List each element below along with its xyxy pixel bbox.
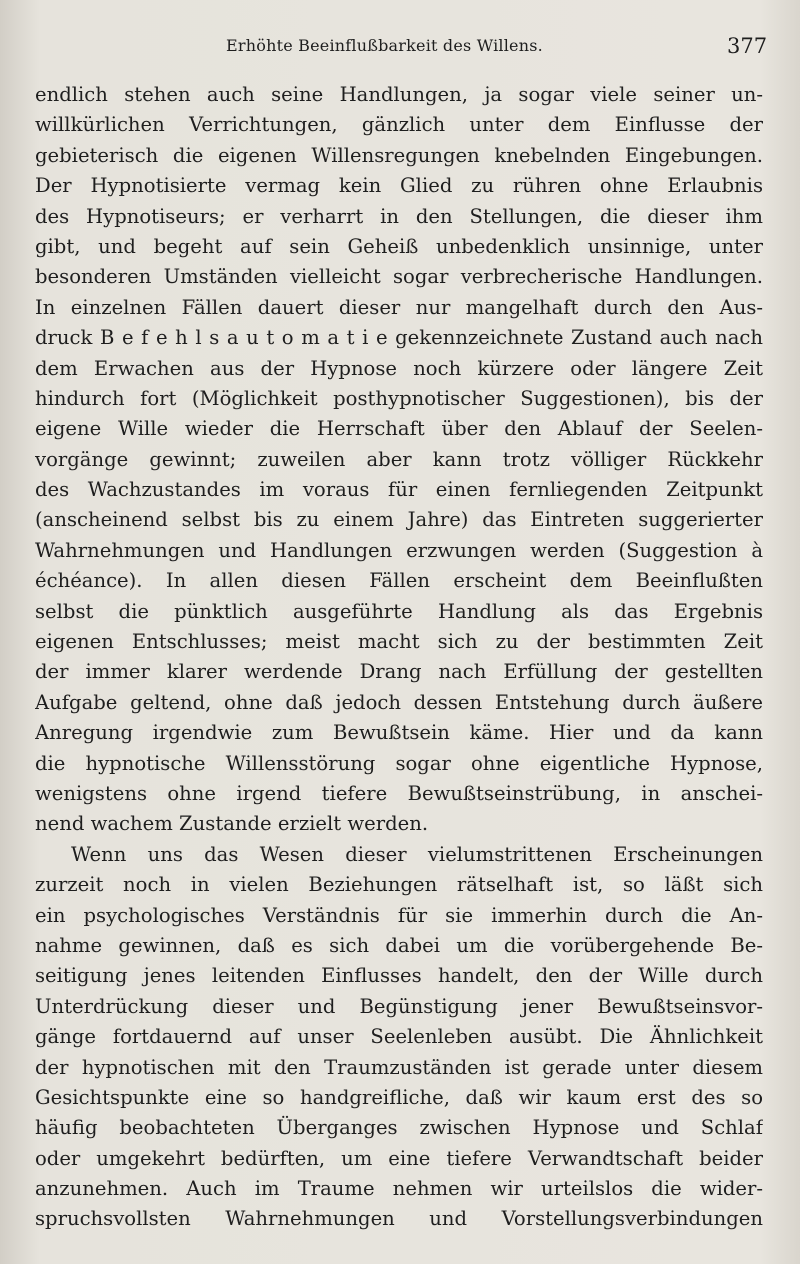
text-line: wenigstens ohne irgend tiefere Bewußtseinstrübung, in anschei- xyxy=(35,781,763,805)
text-line: oder umgekehrt bedürften, um eine tiefere Verwandtschaft beider xyxy=(35,1146,763,1170)
paragraph xyxy=(35,80,763,840)
text-line: Gesichtspunkte eine so handgreifliche, daß wir kaum erst des so xyxy=(35,1085,763,1109)
text-line: Aufgabe geltend, ohne daß jedoch dessen Entstehung durch äußere xyxy=(35,690,763,714)
text-line: nend wachem Zustande erzielt werden. xyxy=(35,812,429,836)
text-line: spruchsvollsten Wahrnehmungen und Vorstellungsverbindungen xyxy=(35,1207,763,1231)
text-line: (anscheinend selbst bis zu einem Jahre) das Eintreten suggerierter xyxy=(35,508,763,532)
text-line: Unterdrückung dieser und Begünstigung jener Bewußtseinsvor- xyxy=(35,994,763,1018)
text-line: dem Erwachen aus der Hypnose noch kürzere oder längere Zeit xyxy=(35,356,763,380)
text-line: des Wachzustandes im voraus für einen fernliegenden Zeitpunkt xyxy=(35,478,763,502)
text-line: ein psychologisches Verständnis für sie immerhin durch die An- xyxy=(35,903,763,927)
page-number: 377 xyxy=(727,34,768,58)
running-head-title: Erhöhte Beeinflußbarkeit des Willens. xyxy=(226,36,543,55)
text-line: Anregung irgendwie zum Bewußtsein käme. Hier und da kann xyxy=(35,721,763,745)
text-line: der immer klarer werdende Drang nach Erfüllung der gestellten xyxy=(35,660,763,684)
text-line: willkürlichen Verrichtungen, gänzlich unter dem Einflusse der xyxy=(35,113,763,137)
text-line: besonderen Umständen vielleicht sogar verbrecherische Handlungen. xyxy=(35,265,763,289)
text-line: échéance). In allen diesen Fällen erscheint dem Beeinflußten xyxy=(35,569,763,593)
text-line: eigene Wille wieder die Herrschaft über den Ablauf der Seelen- xyxy=(35,417,763,441)
text-line: hindurch fort (Möglichkeit posthypnotischer Suggestionen), bis der xyxy=(35,386,763,410)
text-line: endlich stehen auch seine Handlungen, ja sogar viele seiner un- xyxy=(35,83,763,106)
text-line: In einzelnen Fällen dauert dieser nur mangelhaft durch den Aus- xyxy=(35,295,763,319)
text-line: gebieterisch die eigenen Willensregungen knebelnden Eingebungen. xyxy=(35,143,763,167)
body-text xyxy=(35,80,763,1235)
text-line: gibt, und begeht auf sein Geheiß unbedenklich unsinnige, unter xyxy=(35,234,763,258)
text-line: häufig beobachteten Überganges zwischen Hypnose und Schlaf xyxy=(35,1116,763,1140)
text-line: eigenen Entschlusses; meist macht sich zu der bestimmten Zeit xyxy=(35,630,763,654)
text-line: seitigung jenes leitenden Einflusses handelt, den der Wille durch xyxy=(35,964,763,988)
text-line: Wahrnehmungen und Handlungen erzwungen werden (Suggestion à xyxy=(35,538,763,562)
text-line: der hypnotischen mit den Traumzuständen ist gerade unter diesem xyxy=(35,1055,763,1079)
running-head xyxy=(0,36,800,60)
text-line: die hypnotische Willensstörung sogar ohne eigentliche Hypnose, xyxy=(35,751,763,775)
text-line: Wenn uns das Wesen dieser vielumstrittenen Erscheinungen xyxy=(71,842,763,866)
text-line: druck B e f e h l s a u t o m a t i e gekennzeichnete Zustand auch nach xyxy=(35,326,763,350)
text-line: selbst die pünktlich ausgeführte Handlung als das Ergebnis xyxy=(35,599,763,623)
text-line: des Hypnotiseurs; er verharrt in den Stellungen, die dieser ihm xyxy=(35,204,763,228)
text-line: Der Hypnotisierte vermag kein Glied zu rühren ohne Erlaubnis xyxy=(35,174,763,198)
paragraph xyxy=(35,840,763,1235)
text-line: vorgänge gewinnt; zuweilen aber kann trotz völliger Rückkehr xyxy=(35,447,763,471)
text-line: anzunehmen. Auch im Traume nehmen wir urteilslos die wider- xyxy=(35,1177,763,1201)
text-line: gänge fortdauernd auf unser Seelenleben ausübt. Die Ähnlichkeit xyxy=(35,1025,763,1049)
text-line: nahme gewinnen, daß es sich dabei um die vorübergehende Be- xyxy=(35,933,763,957)
text-line: zurzeit noch in vielen Beziehungen rätselhaft ist, so läßt sich xyxy=(35,873,763,897)
